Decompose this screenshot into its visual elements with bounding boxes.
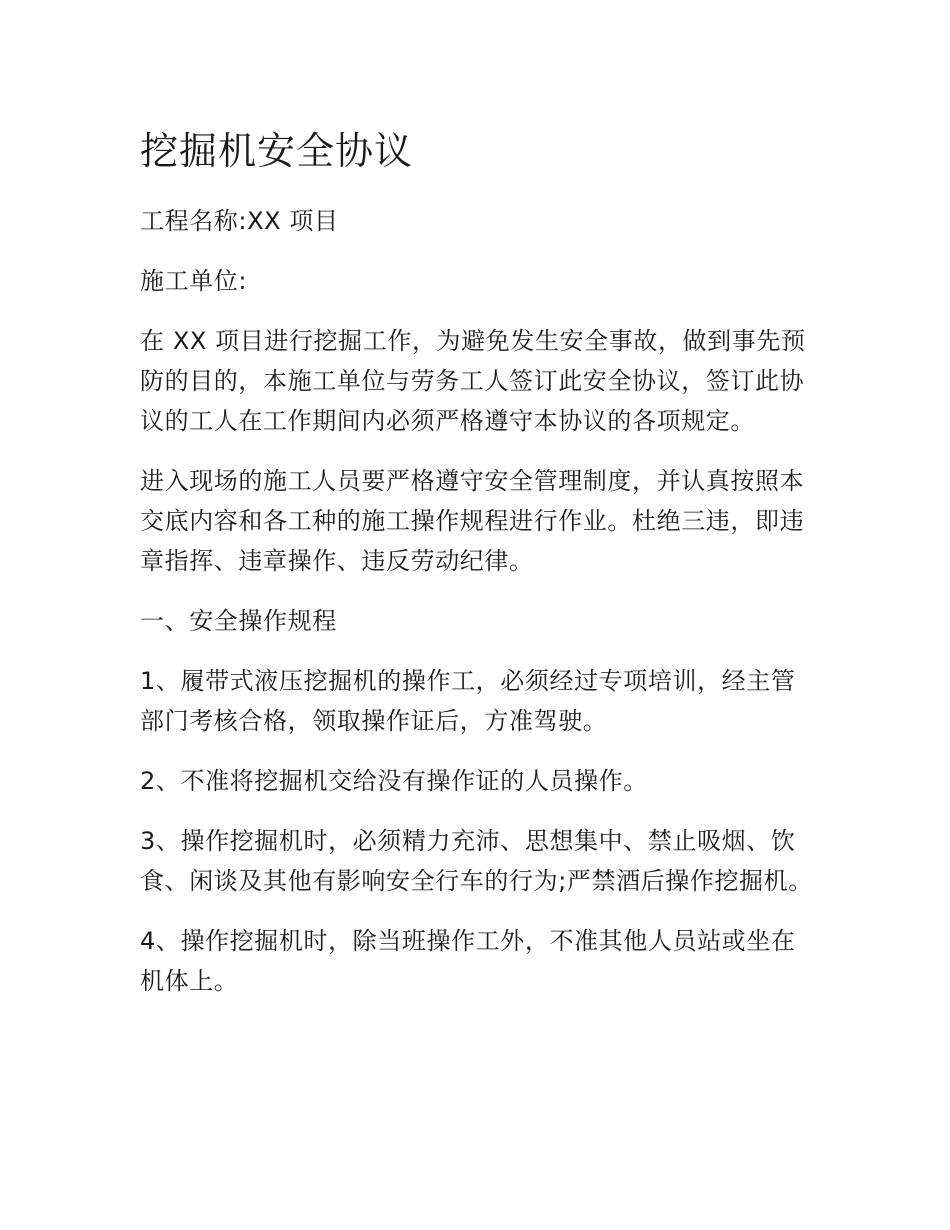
document-body xyxy=(140,126,815,1001)
document-title: 挖掘机安全协议 xyxy=(140,129,414,173)
section-heading-safety-rules: 一、安全操作规程 xyxy=(140,607,337,635)
rule-item-4: 4、操作挖掘机时，除当班操作工外，不准其他人员站或坐在机体上。 xyxy=(140,927,796,995)
intro-paragraph: 在 XX 项目进行挖掘工作，为避免发生安全事故，做到事先预防的目的，本施工单位与劳务工人签订此安全协议，签订此协议的工人在工作期间内必须严格遵守本协议的各项规定。 xyxy=(140,327,806,435)
site-rules-paragraph: 进入现场的施工人员要严格遵守安全管理制度，并认真按照本交底内容和各工种的施工操作规程进行作业。杜绝三违，即违章指挥、违章操作、违反劳动纪律。 xyxy=(140,467,805,575)
project-name-line: 工程名称:XX 项目 xyxy=(140,207,339,235)
rule-item-3: 3、操作挖掘机时，必须精力充沛、思想集中、禁止吸烟、饮食、闲谈及其他有影响安全行车的行为;严禁酒后操作挖掘机。 xyxy=(140,827,813,895)
rule-item-2: 2、不准将挖掘机交给没有操作证的人员操作。 xyxy=(140,767,648,795)
contractor-line: 施工单位: xyxy=(140,267,248,295)
rule-item-1: 1、履带式液压挖掘机的操作工，必须经过专项培训，经主管部门考核合格，领取操作证后，方准驾驶。 xyxy=(140,667,796,735)
